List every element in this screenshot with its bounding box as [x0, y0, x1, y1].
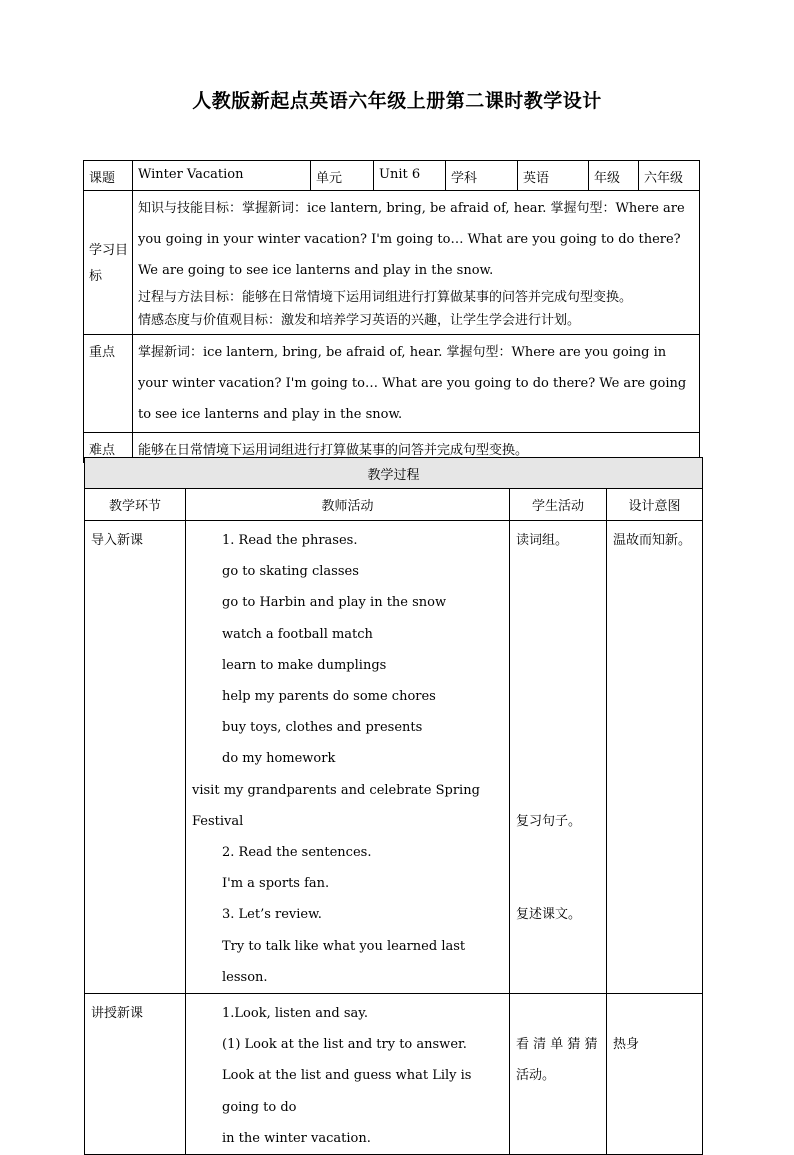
- col-stage-header: 教学环节: [85, 489, 186, 521]
- design-intent-new: [607, 994, 703, 1155]
- teacher-line: visit my grandparents and celebrate Spring Festival: [192, 782, 480, 829]
- teacher-line: in the winter vacation.: [222, 1130, 371, 1146]
- col-intent-header: 设计意图: [607, 489, 703, 521]
- difficult-points-label: 难点: [84, 433, 133, 463]
- student-line: 读词组。: [516, 533, 569, 548]
- topic-value: Winter Vacation: [133, 161, 311, 191]
- document-title: 人教版新起点英语六年级上册第二课时教学设计: [192, 90, 602, 112]
- col-teacher-header: 教师活动: [186, 489, 510, 521]
- teacher-line: help my parents do some chores: [222, 689, 436, 705]
- student-line: 看 清 单 猜 猜: [516, 1037, 598, 1053]
- unit-label: 单元: [311, 161, 374, 191]
- student-line: 复述课文。: [516, 907, 582, 923]
- stage-new-lesson: 讲授新课: [85, 994, 186, 1155]
- grade-label: 年级: [589, 161, 639, 191]
- topic-label: 课题: [84, 161, 133, 191]
- teacher-line: buy toys, clothes and presents: [222, 720, 423, 736]
- stage-intro: 导入新课: [85, 521, 186, 994]
- teacher-line: I'm a sports fan.: [222, 876, 330, 892]
- subject-value: 英语: [518, 161, 589, 191]
- design-intent-intro: 温故而知新。: [607, 521, 703, 994]
- key-points-label: 重点: [84, 335, 133, 433]
- teacher-line: 1. Read the phrases.: [222, 533, 358, 548]
- teacher-line: 3. Let’s review.: [222, 907, 322, 923]
- teacher-line: go to skating classes: [222, 564, 359, 580]
- teacher-line: learn to make dumplings: [222, 657, 387, 673]
- goals-process: 过程与方法目标：能够在日常情境下运用词组进行打算做某事的问答并完成句型变换。: [138, 290, 633, 305]
- col-student-header: 学生活动: [510, 489, 607, 521]
- teacher-line: go to Harbin and play in the snow: [222, 595, 447, 611]
- unit-value: Unit 6: [374, 161, 446, 191]
- subject-label: 学科: [446, 161, 518, 191]
- student-activity-intro: [510, 521, 607, 994]
- process-header: 教学过程: [85, 458, 703, 489]
- difficult-points-value: 能够在日常情境下运用词组进行打算做某事的问答并完成句型变换。: [133, 433, 700, 463]
- teaching-process-table: [84, 457, 703, 1155]
- teacher-line: (1) Look at the list and try to answer.: [222, 1037, 467, 1053]
- goals-knowledge: 知识与技能目标：掌握新词：ice lantern, bring, be afraid of, hear. 掌握句型：Where are you going in your winter vacation? I'm going to… What are you going to do there? We are going to see ice lanterns and play in the snow.: [138, 201, 685, 278]
- teacher-line: Look at the list and guess what Lily is going to do: [222, 1068, 472, 1115]
- student-line: 活动。: [516, 1068, 556, 1084]
- goals-label: 学习目标: [84, 191, 133, 335]
- grade-value: 六年级: [639, 161, 700, 191]
- teacher-activity-new: [186, 994, 510, 1155]
- student-line: 复习句子。: [516, 813, 582, 829]
- teacher-line: do my homework: [222, 751, 336, 767]
- teacher-line: Try to talk like what you learned last lesson.: [222, 938, 466, 985]
- teacher-line: 2. Read the sentences.: [222, 845, 372, 861]
- intent-line: 热身: [613, 1037, 640, 1053]
- teacher-line: watch a football match: [222, 626, 373, 642]
- key-points-value: 掌握新词：ice lantern, bring, be afraid of, hear. 掌握句型：Where are you going in your winter vacation? I'm going to… What are you going to do there? We are going to see ice lanterns and play in the snow.: [138, 345, 687, 422]
- goals-emotion: 情感态度与价值观目标：激发和培养学习英语的兴趣，让学生学会进行计划。: [138, 313, 581, 328]
- teacher-line: 1.Look, listen and say.: [222, 1006, 368, 1022]
- teacher-activity-intro: [186, 521, 510, 994]
- student-activity-new: [510, 994, 607, 1155]
- lesson-info-table: [83, 160, 700, 463]
